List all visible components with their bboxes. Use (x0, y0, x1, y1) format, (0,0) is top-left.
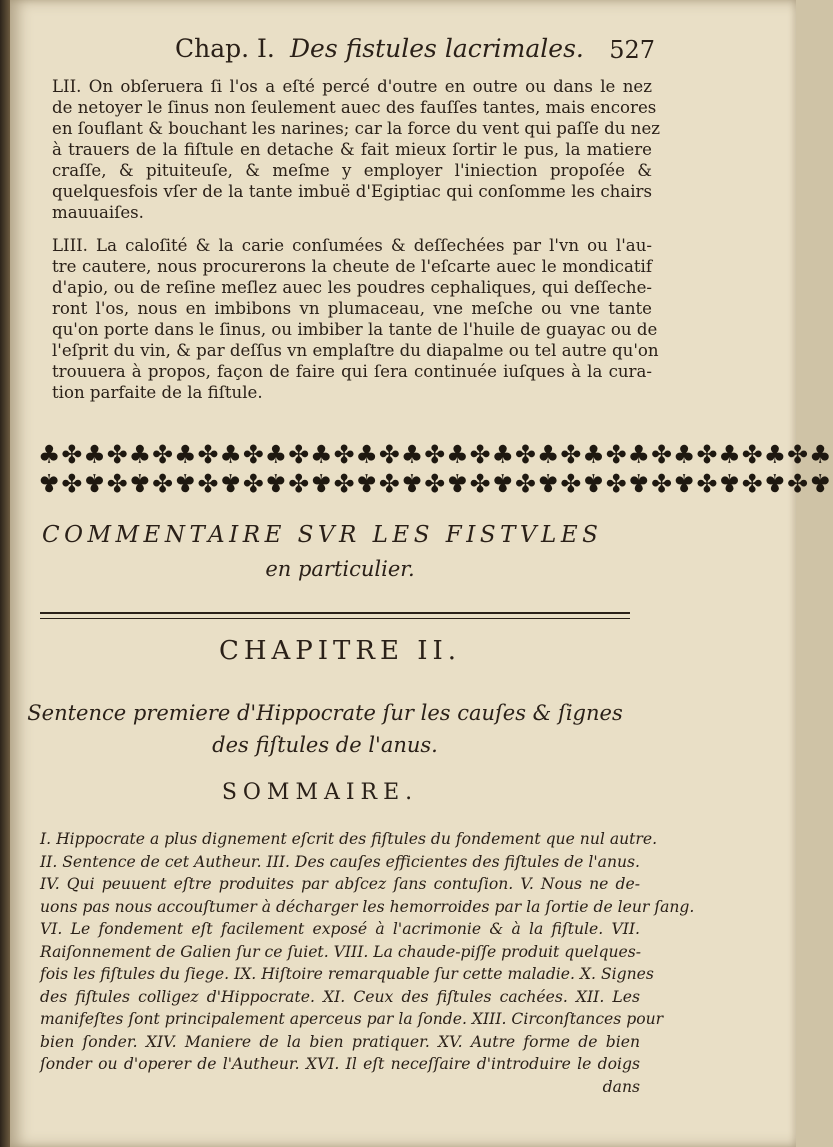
paragraph-lii (52, 76, 661, 223)
summary-line: IV. Qui peuuent eſtre produites par abſcez ſans contuſion. V. Nous ne de- (40, 875, 640, 893)
text-line: tre cautere, nous procurerons la cheute de l'eſcarte auec le mondicatif (52, 257, 652, 276)
book-page (10, 0, 833, 1147)
text-line: qu'on porte dans le ſinus, ou imbiber la tante de l'huile de guayac ou de (52, 320, 658, 339)
summary-line: fois les fiſtules du ſiege. IX. Hiſtoire remarquable ſur cette maladie. X. Signes (40, 965, 654, 983)
fleuron-ornament-top: ♣✤♣✤♣✤♣✤♣✤♣✤♣✤♣✤♣✤♣✤♣✤♣✤♣✤♣✤♣✤♣✤♣✤♣ (38, 440, 833, 469)
summary-line: I. Hippocrate a plus dignement eſcrit des fiſtules du fondement que nul autre. (40, 830, 658, 848)
book-gutter (0, 0, 10, 1147)
sentence-heading (10, 697, 640, 761)
text-line: d'apio, ou de reſine meſlez auec les poudres cephaliques, qui deſſeche- (52, 278, 652, 297)
summary-line: ſonder ou d'operer de l'Autheur. XVI. Il eſt neceſſaire d'introduire le doigs (40, 1055, 640, 1073)
page-number: 527 (609, 36, 655, 64)
text-line: de netoyer le ſinus non ſeulement auec des fauſſes tantes, mais encores (52, 98, 657, 117)
summary-line: des fiſtules colligez d'Hippocrate. XI. Ceux des fiſtules cachées. XII. Les (40, 987, 640, 1006)
summary-line: VI. Le fondement eſt facilement exposé à l'acrimonie & à la fiſtule. VII. (40, 920, 640, 938)
running-header (175, 34, 655, 74)
sentence-line: Sentence premiere d'Hippocrate ſur les cauſes & ſignes (27, 701, 623, 725)
text-line: quelquesfois vſer de la tante imbuë d'Egiptiac qui conſomme les chairs (52, 182, 652, 201)
text-line: mauuaiſes. (52, 203, 144, 222)
summary-line: II. Sentence de cet Autheur. III. Des cauſes efficientes des fiſtules de l'anus. (40, 852, 640, 871)
fleuron-ornament-bottom: ♣✤♣✤♣✤♣✤♣✤♣✤♣✤♣✤♣✤♣✤♣✤♣✤♣✤♣✤♣✤♣✤♣✤♣ (38, 468, 833, 497)
sentence-line: des fiſtules de l'anus. (212, 733, 438, 757)
text-line: craſſe, & pituiteuſe, & meſme y employer l'iniection propoſée & (52, 161, 652, 180)
sommaire-heading: SOMMAIRE. (221, 780, 419, 805)
summary-list (40, 828, 695, 1098)
summary-line: Raiſonnement de Galien ſur ce ſuiet. VIII. La chaude-piſſe produit quelques- (40, 942, 641, 961)
chapter-heading: CHAPITRE II. (218, 636, 462, 666)
text-line: LII. On obſeruera ſi l'os a eſté percé d'outre en outre ou dans le nez (52, 77, 652, 96)
text-line: à trauers de la fiſtule en detache & fait mieux ſortir le pus, la matiere (52, 140, 652, 159)
header-title: Des fistules lacrimales. (290, 34, 584, 63)
divider-rule (40, 612, 630, 619)
text-line: ront l'os, nous en imbibons vn plumaceau, vne meſche ou vne tante (52, 299, 652, 318)
summary-line: manifeſtes ſont principalement aperceus par la ſonde. XIII. Circonſtances pour (40, 1010, 664, 1028)
summary-line: uons pas nous accouſtumer à décharger les hemorroides par la ſortie de leur ſang. (40, 897, 695, 916)
summary-line: bien ſonder. XIV. Maniere de la bien pratiquer. XV. Autre forme de bien (40, 1032, 640, 1051)
text-line: en ſouflant & bouchant les narines; car la force du vent qui paſſe du nez (52, 119, 661, 138)
text-line: l'eſprit du vin, & par deſſus vn emplaſtre du diapalme ou tel autre qu'on (52, 341, 659, 360)
text-line: trouuera à propos, façon de faire qui ſera continuée iuſques à la cura- (52, 362, 652, 381)
commentaire-heading: COMMENTAIRE SVR LES FISTVLES (42, 522, 603, 548)
paragraph-liii (52, 235, 659, 403)
header-chapter: Chap. I. (175, 34, 275, 63)
commentaire-subheading: en particulier. (265, 557, 415, 581)
text-line: LIII. La caloſité & la carie conſumées & deſſechées par l'vn ou l'au- (52, 236, 652, 255)
catchword: dans (602, 1077, 640, 1096)
text-line: tion parfaite de la fiſtule. (52, 383, 263, 402)
